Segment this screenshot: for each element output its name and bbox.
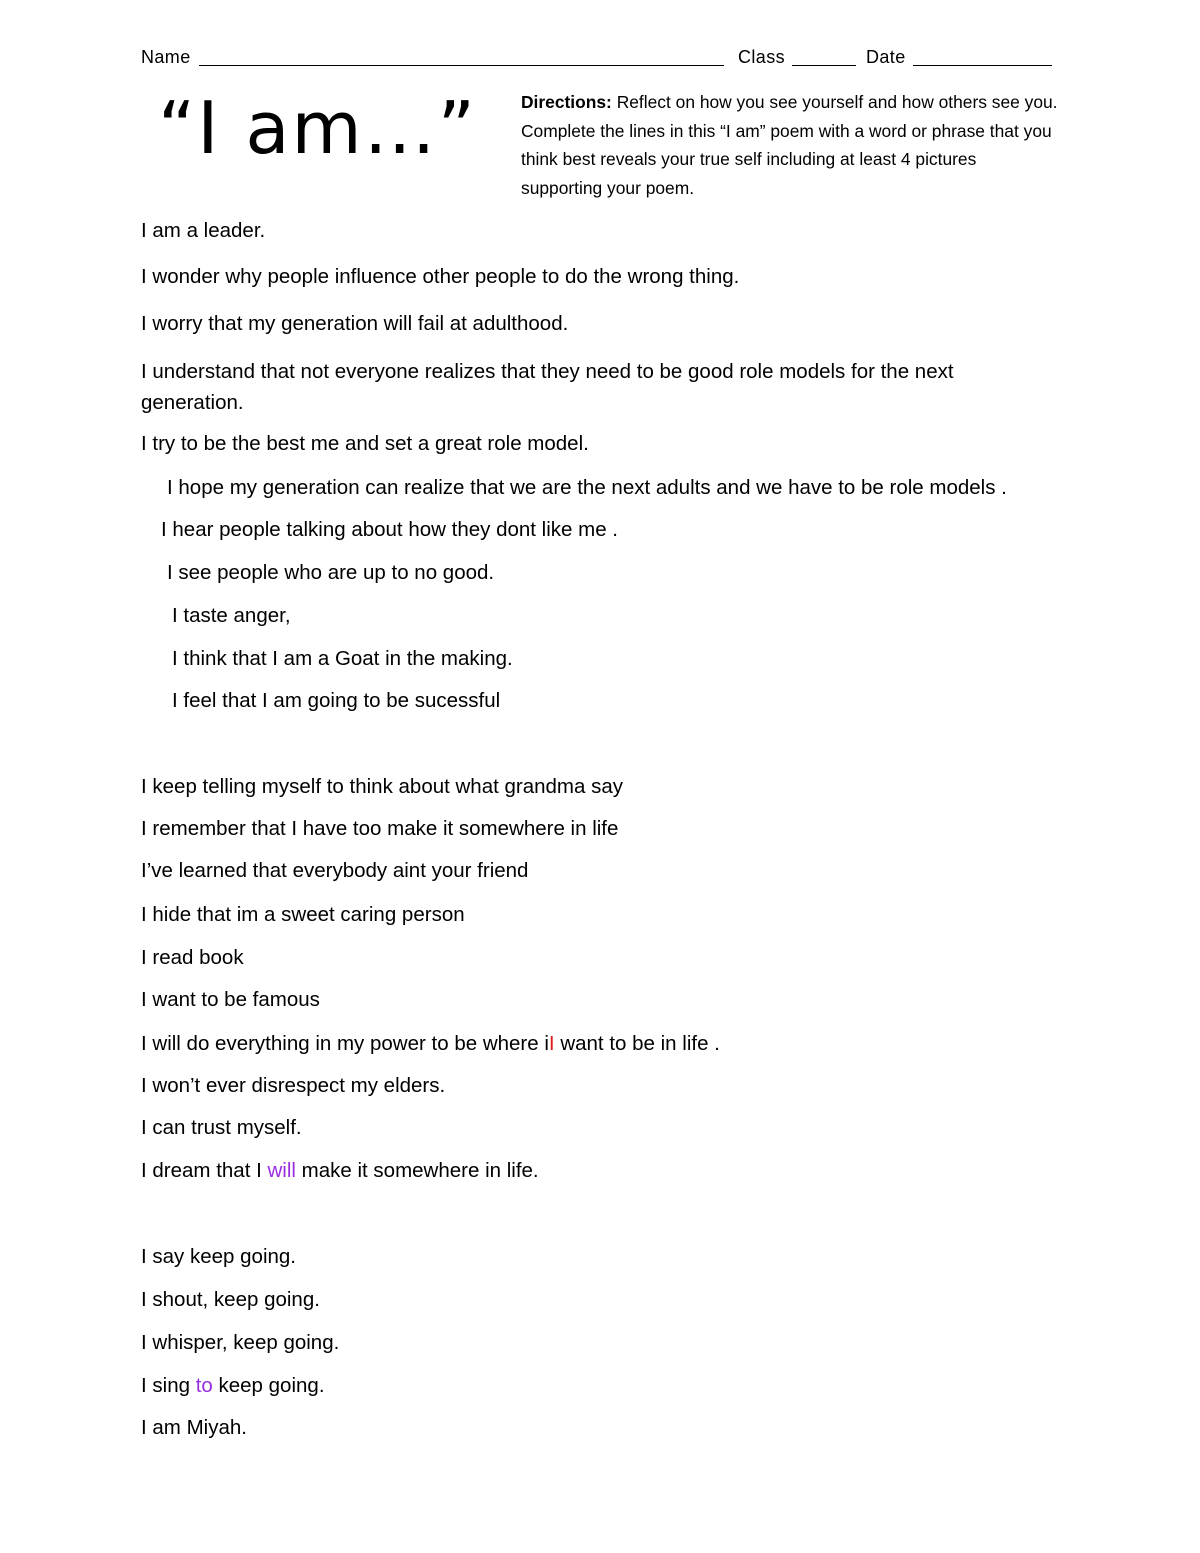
poem-line: I hope my generation can realize that we are the next adults and we have to be role models . xyxy=(167,476,1007,499)
date-label: Date xyxy=(866,47,906,67)
worksheet-header xyxy=(141,45,1053,69)
poem-line: I hide that im a sweet caring person xyxy=(141,903,465,926)
directions-label: Directions: xyxy=(521,92,612,112)
poem-line: I am Miyah. xyxy=(141,1416,247,1439)
poem-line: I remember that I have too make it somewhere in life xyxy=(141,817,619,840)
poem-line: I want to be famous xyxy=(141,988,320,1011)
poem-line: I worry that my generation will fail at adulthood. xyxy=(141,312,569,335)
poem-line: I read book xyxy=(141,946,244,969)
poem-text: I dream that I xyxy=(141,1159,268,1182)
poem-line: I think that I am a Goat in the making. xyxy=(172,647,513,670)
poem-line: I understand that not everyone realizes that they need to be good role models for the next generation. xyxy=(141,360,954,414)
poem-text: I will do everything in my power to be where xyxy=(141,1032,545,1055)
poem-line: I whisper, keep going. xyxy=(141,1331,340,1354)
name-line xyxy=(199,65,724,66)
class-line xyxy=(792,65,856,66)
directions-text: Reflect on how you see yourself and how others see you. Complete the lines in this “I am” poem with a word or phrase that you think best reveals your true self including at least 4 pictures supporting your poem. xyxy=(521,92,1058,198)
poem-text: I sing xyxy=(141,1374,196,1397)
poem-line: I say keep going. xyxy=(141,1245,296,1268)
poem-line: I taste anger, xyxy=(172,604,291,627)
poem-line: I try to be the best me and set a great role model. xyxy=(141,432,589,455)
class-label: Class xyxy=(738,47,786,67)
date-line xyxy=(913,65,1052,66)
directions xyxy=(521,88,1061,202)
poem-line xyxy=(141,1157,539,1185)
poem-line xyxy=(141,1030,720,1058)
poem-line: I keep telling myself to think about what grandma say xyxy=(141,775,624,798)
poem-line: I feel that I am going to be sucessful xyxy=(172,689,501,712)
poem-line: I wonder why people influence other people to do the wrong thing. xyxy=(141,265,740,288)
poem-correction-red: I xyxy=(548,1032,555,1055)
poem-line: I hear people talking about how they dont like me . xyxy=(161,518,618,541)
poem-line: I can trust myself. xyxy=(141,1116,302,1139)
poem-highlight-purple: will xyxy=(267,1159,296,1182)
poem-correction-char: i xyxy=(544,1032,549,1055)
poem-line: I shout, keep going. xyxy=(141,1288,320,1311)
name-label: Name xyxy=(141,47,191,67)
poem-title: “I am…” xyxy=(158,86,477,170)
poem-text: want to be in life . xyxy=(554,1032,720,1055)
poem-text: keep going. xyxy=(212,1374,325,1397)
poem-line: I am a leader. xyxy=(141,219,266,242)
poem-line: I’ve learned that everybody aint your friend xyxy=(141,859,529,882)
poem-line xyxy=(141,1372,325,1400)
poem-text: make it somewhere in life. xyxy=(295,1159,539,1182)
poem-highlight-purple: to xyxy=(195,1374,213,1397)
poem-line: I see people who are up to no good. xyxy=(167,561,495,584)
poem-line: I won’t ever disrespect my elders. xyxy=(141,1074,446,1097)
